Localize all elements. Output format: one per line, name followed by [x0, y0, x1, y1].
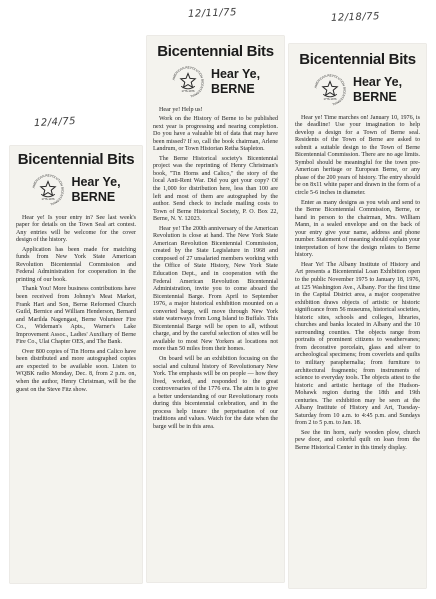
article-paragraph: See the tin horn, early wooden plow, church pew door, and colorful quilt on loan from the Berne Historical Center in this timely display. — [295, 429, 420, 452]
article-paragraph: Hear ye! Time marches on! January 10, 1976, is the deadline! Use your imagination to help develop a design for a Town of Berne seal. Residents of the Town of Berne are asked to submit a suitable design to the Town of Berne Bicentennial Commission. There are no age limits. Symbol should be meaningful for the town pre-American heritage or European Berne, or any phase of the 200 years of history. The entry should be on 8x11 white paper and drawn in the form of a circle 5-6 inches in diameter. — [295, 114, 420, 196]
article-body — [16, 215, 136, 395]
article-body — [295, 115, 420, 453]
article-paragraph: Hear ye! Is your entry in? See last week's paper for details on the Town Seal art contest. Any entries will be welcome for the cover design of the history. — [16, 214, 136, 244]
svg-text:1776-1976: 1776-1976 — [181, 89, 195, 93]
article-paragraph: The Berne Historical society's Bicentennial project was the reprinting of Henry Christman's book, "Tin Horns and Calico," the story of the local Anti-Rent War. Did you get your copy? Of the 1,000 for distribution here, less than 100 are left and most of them are autographed by the author. Send check to include mailing costs to Town of Berne Historical Society, P. O. Box 22, Berne, N. Y. 12023. — [153, 155, 278, 223]
clipping-subhead: Hear Ye, BERNE — [210, 67, 261, 96]
bicentennial-seal-icon — [31, 173, 65, 207]
article-paragraph: Over 800 copies of Tin Horns and Calico have been distributed and more autographed copies are expected to be available soon. Listen to WQBK radio Monday, Dec. 8, from 2 p.m. on, when the author, Henry Christman, will be the guest on the Steve Fitz show. — [16, 348, 136, 393]
newspaper-clipping — [147, 36, 284, 582]
clipping-subhead: Hear Ye, BERNE — [71, 175, 121, 204]
svg-text:1776-1976: 1776-1976 — [323, 97, 337, 101]
clipping-headline: Bicentennial Bits — [17, 151, 135, 168]
article-paragraph: Application has been made for matching funds from New York State American Revolution Bicentennial Commission and Federal Administration for cooperation in the printing of our book. — [16, 246, 136, 283]
article-paragraph: Hear Ye! The Albany Institute of History and Art presents a Bicentennial Loan Exhibition open to the public November 1975 to January 18, 1976, at 125 Washington Ave., Albany. For the first time in the Capital District area, a major cooperative exhibition draws objects of artistic or historic significance from 56 museums, historical societies, historic sites, schools and colleges, libraries, churches and banks located in Albany and the 10 surrounding counties. The objects range from portraits of prominent citizens to weathervanes; from decorative porcelain, glass and silver to archeological specimens; from coverlets and quilts to military paraphernalia; from furniture to architectural fragments; from instruments of science to everyday tools. The objects attest to the historic and artistic heritage of the Hudson-Mohawk region during the 18th and 19th centuries. The exhibition may be seen at the Albany Institute of History and Art, Tuesday-Saturday from 10 a.m. to 4:45 p.m. and Sundays from 2 to 5 p.m. to Jan. 18. — [295, 261, 420, 427]
article-paragraph: Work on the History of Berne to be published next year is progressing and nearing completion. Do you have a valuable bit of data that may have been missed? If so, call the book chairman, Arlene Landrum, or Town Historian Retha Stapleton. — [153, 116, 278, 153]
article-paragraph: Hear ye! Help us! — [159, 106, 203, 113]
handwritten-date: 12/18/75 — [330, 11, 381, 24]
bicentennial-seal-icon — [313, 73, 347, 107]
article-paragraph: On board will be an exhibition focusing on the social and cultural history of Revolutionary New York. The emphasis will be on people — how they lived, worked, and responded to the great controversaries of the 1776 era. The aim is to give a better understanding of our Revolutionary roots during this bicentennial celebration, and in the process help insure the perpetuation of our traditions and values. Watch for the date when the barge will be in this area. — [153, 356, 278, 430]
handwritten-date: 12/11/75 — [187, 7, 238, 20]
newspaper-clipping — [289, 44, 426, 588]
clipping-subhead: Hear Ye, BERNE — [352, 75, 403, 104]
clipping-headline: Bicentennial Bits — [157, 43, 274, 60]
article-body — [153, 107, 278, 432]
article-paragraph: Thank You! More business contributions have been received from Johnny's Meat Market, Frank Hart and Son, Berne Reformed Church Guild, Bernice and William Henderson, Bernard and Marilda Nagengast, Berne Volunteer Fire Co., Wideman's Apts., Warner's Lake Improvement Assoc., Ladies' Auxiliary of Berne Fire Co., Ulai Chapter OES, and The Bank. — [16, 286, 136, 346]
svg-text:AMERICAN REVOLUTION BICENTENNI: AMERICAN REVOLUTION BICENTENNIAL — [171, 64, 205, 98]
clipping-headline: Bicentennial Bits — [299, 51, 416, 68]
article-paragraph: Hear ye! The 200th anniversary of the American Revolution is close at hand. The New York State American Revolution Bicentennial Commission, created by the State Legislature in 1968 and composed of 27 unsalaried members working with the Office of State History, New York State Education Dept., and in cooperation with the Federal American Revolution Bicentennial Administration, invite you to come aboard the Bicentennial Barge. From April to September 1976, a major historical exhibition mounted on a converted barge, will move through New York state waterways from Long Island to Buffalo. This Bicentennial Barge will be open to all, without charge, and by the careful selection of sites will be available to most New Yorkers at locations not more than 50 miles from their homes. — [153, 225, 278, 353]
article-paragraph: Enter as many designs as you wish and send to the Berne Bicentennial Commission, Berne, or hand in person to the chairman, Mrs. William Mann, in a sealed envelope and on the back of your entry give your name, address and phone number. Statement of meaning should explain your interpretation of how the design relates to Berne history. — [295, 199, 420, 259]
svg-text:1776-1976: 1776-1976 — [41, 197, 55, 201]
newspaper-clipping — [10, 146, 142, 583]
svg-text:AMERICAN REVOLUTION BICENTENNI: AMERICAN REVOLUTION BICENTENNIAL — [31, 172, 66, 206]
svg-text:AMERICAN REVOLUTION BICENTENNI: AMERICAN REVOLUTION BICENTENNIAL — [313, 72, 347, 106]
handwritten-date: 12/4/75 — [33, 115, 77, 130]
bicentennial-seal-icon — [171, 65, 205, 99]
